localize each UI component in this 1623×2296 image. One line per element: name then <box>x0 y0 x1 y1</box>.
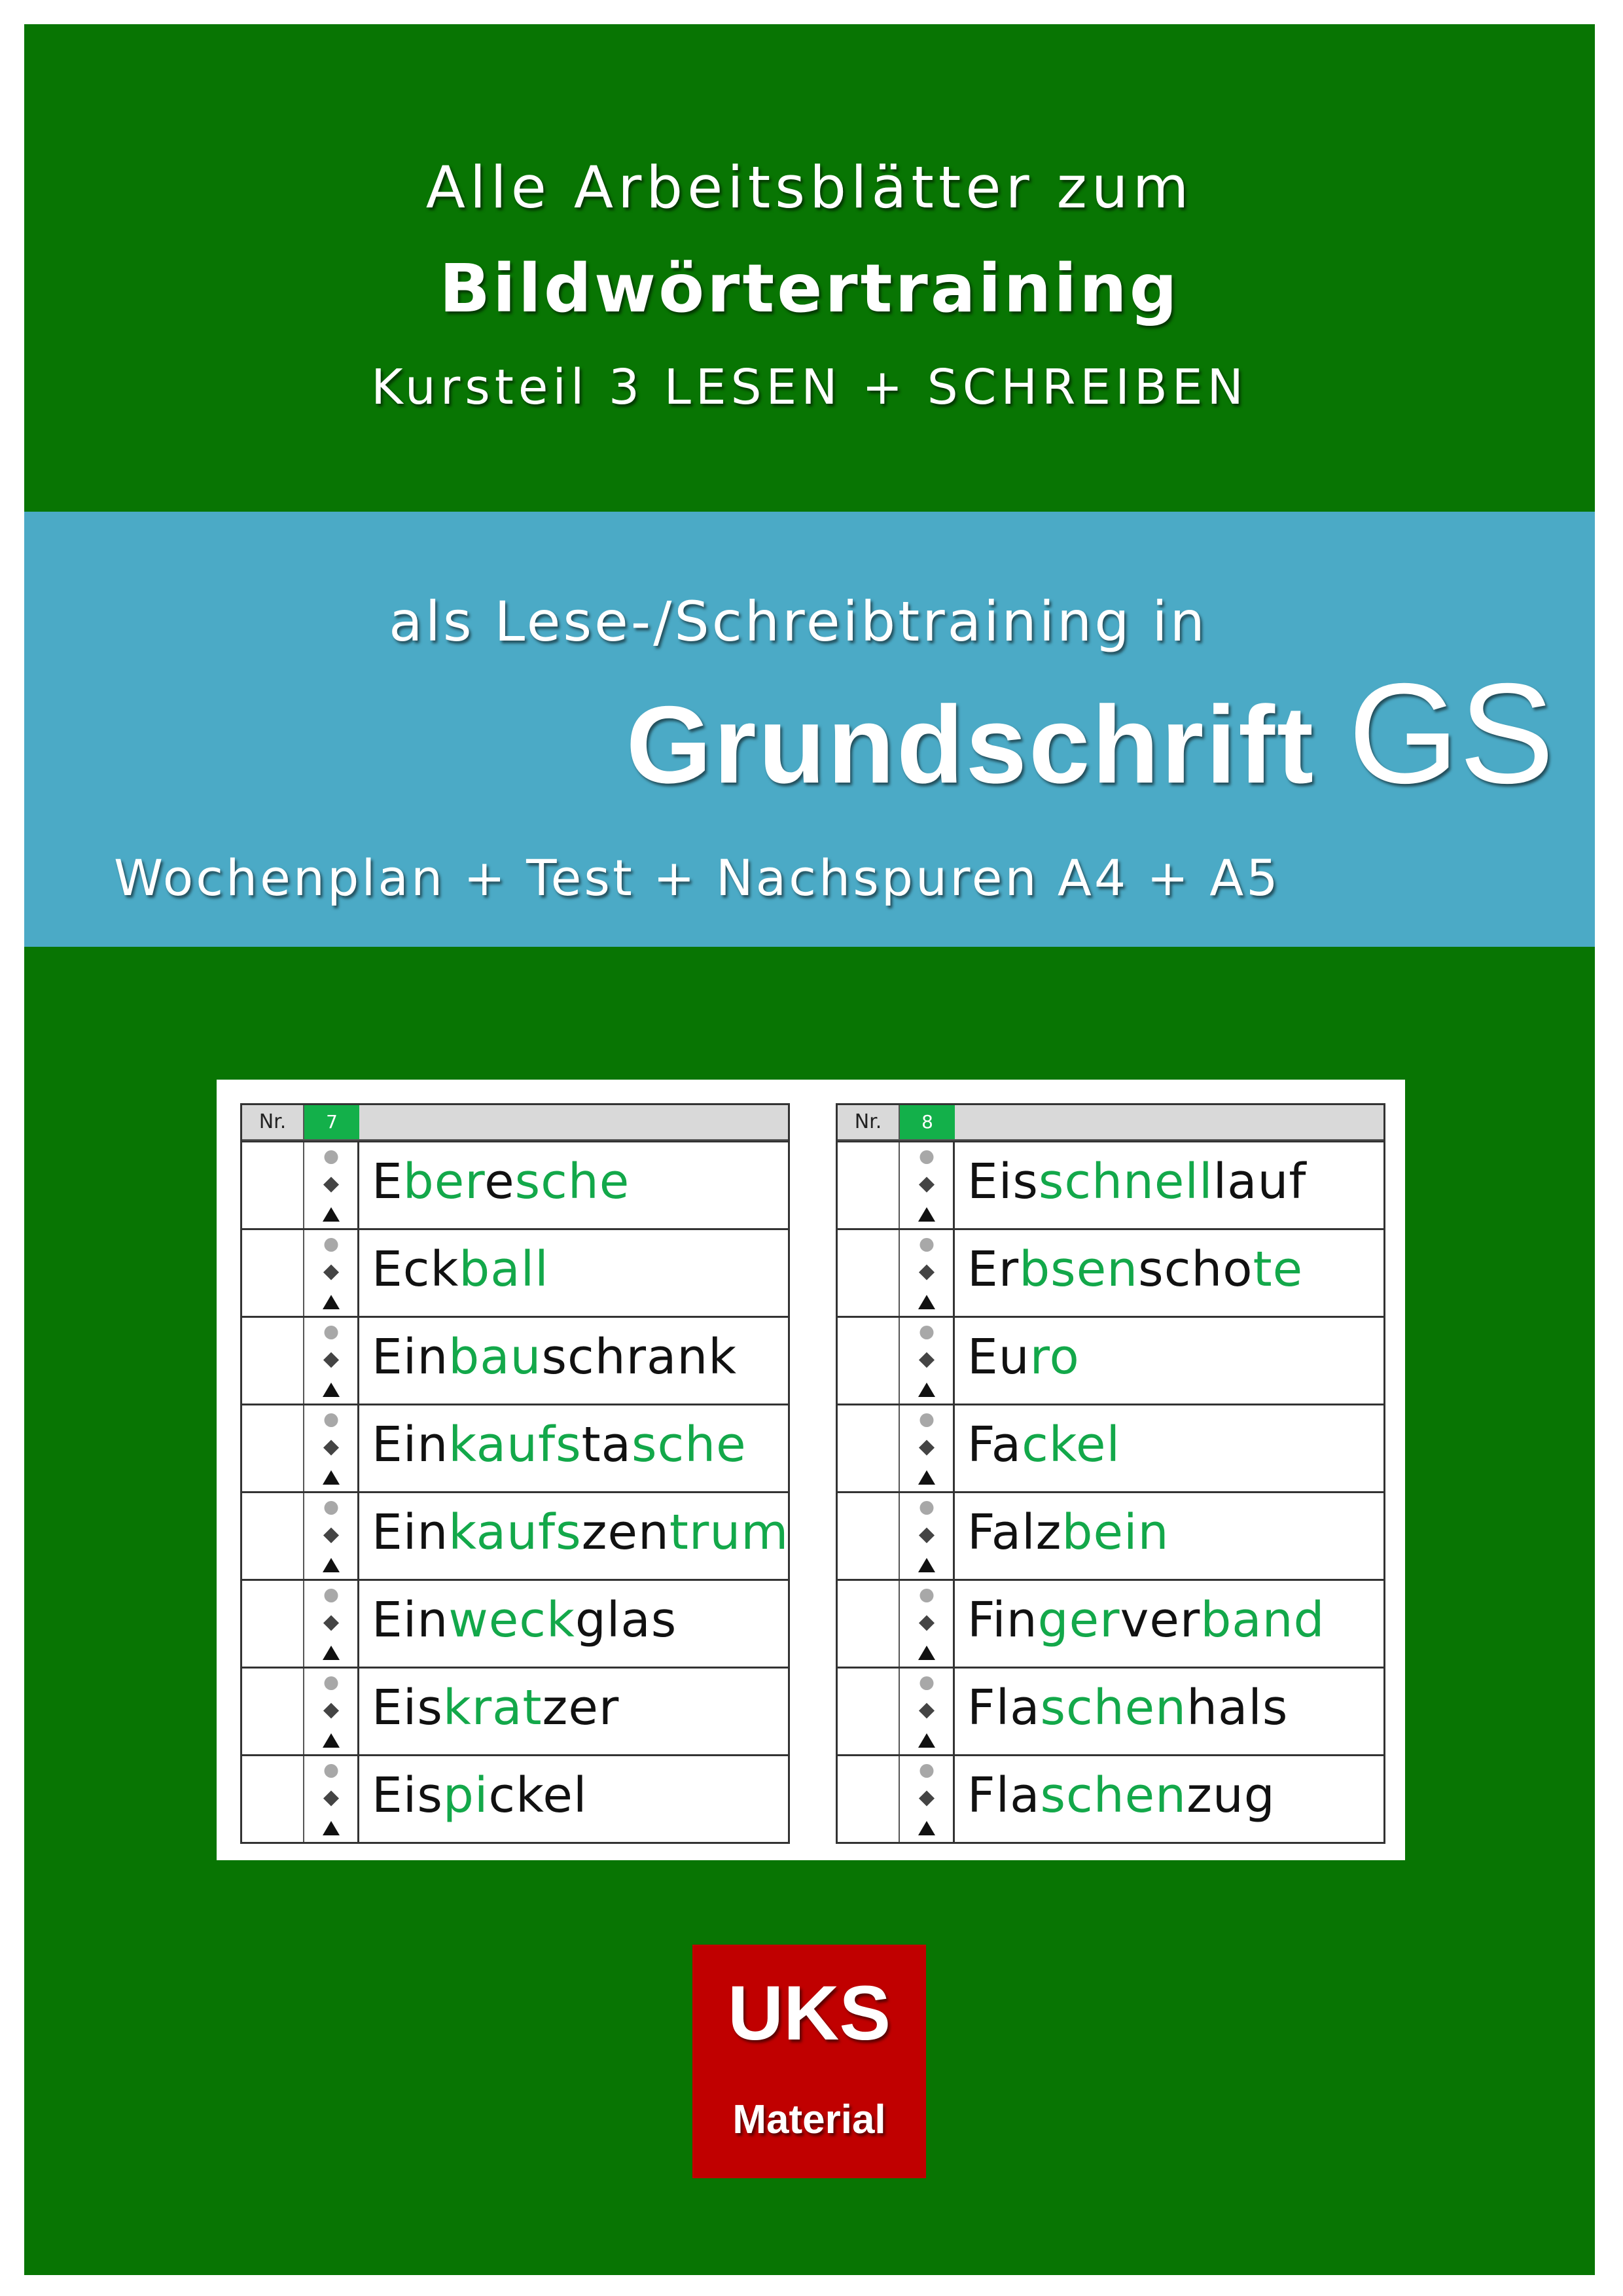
triangle-icon <box>918 1733 935 1748</box>
circle-icon <box>324 1501 338 1515</box>
symbol-cell <box>304 1581 359 1667</box>
list-number: 7 <box>304 1105 359 1139</box>
word <box>372 1237 549 1302</box>
word <box>967 1324 1080 1390</box>
word <box>967 1763 1275 1828</box>
triangle-icon <box>323 1383 340 1397</box>
word-row <box>838 1754 1383 1842</box>
syllable-highlight: trum <box>669 1504 789 1561</box>
header-course-part: Kursteil 3 LESEN + SCHREIBEN <box>371 359 1248 415</box>
symbol-cell <box>304 1493 359 1579</box>
diamond-icon <box>918 1703 934 1718</box>
word-row <box>242 1579 788 1667</box>
syllable: Fla <box>967 1680 1041 1736</box>
circle-icon <box>324 1150 338 1164</box>
word-list-7 <box>240 1103 790 1844</box>
syllable-highlight: weck <box>448 1592 575 1648</box>
symbol-cell <box>304 1142 359 1228</box>
logo-brand: UKS <box>727 1970 891 2057</box>
word-row <box>838 1228 1383 1316</box>
syllable: Eu <box>967 1329 1030 1385</box>
word-row <box>838 1667 1383 1754</box>
syllable: Ein <box>372 1504 449 1561</box>
circle-icon <box>324 1413 338 1427</box>
syllable: lauf <box>1213 1154 1307 1210</box>
nr-label: Nr. <box>242 1105 304 1139</box>
syllable-highlight: kaufs <box>448 1504 582 1561</box>
band-title-abbr: GS <box>1348 654 1554 813</box>
diamond-icon <box>918 1176 934 1192</box>
word <box>372 1412 747 1477</box>
syllable-highlight: ger <box>1037 1592 1120 1648</box>
syllable: Ein <box>372 1329 449 1385</box>
band-intro: als Lese-/Schreibtraining in <box>389 590 1207 654</box>
circle-icon <box>919 1676 933 1690</box>
syllable-highlight: te <box>1253 1241 1304 1298</box>
triangle-icon <box>323 1558 340 1572</box>
word-row <box>838 1404 1383 1491</box>
symbol-cell <box>304 1405 359 1491</box>
blank-cell <box>242 1756 304 1842</box>
syllable-highlight: bau <box>448 1329 542 1385</box>
syllable: e <box>484 1154 515 1210</box>
syllable: Fla <box>967 1767 1041 1824</box>
list-header <box>242 1105 788 1140</box>
diamond-icon <box>323 1439 338 1455</box>
word <box>372 1500 789 1565</box>
syllable: ver <box>1120 1592 1201 1648</box>
symbol-cell <box>900 1669 955 1754</box>
blank-cell <box>242 1318 304 1404</box>
syllable: schrank <box>541 1329 738 1385</box>
word <box>967 1500 1169 1565</box>
syllable: Ein <box>372 1417 449 1473</box>
word <box>967 1675 1288 1740</box>
symbol-cell <box>900 1493 955 1579</box>
symbol-cell <box>900 1230 955 1316</box>
triangle-icon <box>918 1207 935 1222</box>
syllable: Eck <box>372 1241 459 1298</box>
blank-cell <box>838 1493 900 1579</box>
circle-icon <box>324 1326 338 1339</box>
word <box>372 1675 619 1740</box>
syllable-highlight: krat <box>442 1680 543 1736</box>
syllable: zer <box>542 1680 620 1736</box>
diamond-icon <box>323 1790 338 1806</box>
list-header <box>838 1105 1383 1140</box>
header-title: Bildwörtertraining <box>439 250 1180 328</box>
word <box>967 1237 1303 1302</box>
triangle-icon <box>918 1821 935 1835</box>
word <box>372 1587 677 1653</box>
symbol-cell <box>304 1756 359 1842</box>
triangle-icon <box>323 1470 340 1485</box>
word-row <box>242 1140 788 1228</box>
word-row <box>242 1404 788 1491</box>
word-row <box>838 1140 1383 1228</box>
word <box>967 1587 1325 1653</box>
circle-icon <box>919 1326 933 1339</box>
symbol-cell <box>304 1669 359 1754</box>
diamond-icon <box>323 1703 338 1718</box>
syllable: E <box>372 1154 403 1210</box>
syllable: glas <box>575 1592 677 1648</box>
triangle-icon <box>323 1821 340 1835</box>
blank-cell <box>242 1405 304 1491</box>
diamond-icon <box>918 1352 934 1368</box>
circle-icon <box>324 1764 338 1778</box>
symbol-cell <box>900 1142 955 1228</box>
blank-cell <box>838 1756 900 1842</box>
blank-cell <box>242 1230 304 1316</box>
header-line-1: Alle Arbeitsblätter zum <box>425 154 1194 221</box>
word <box>372 1324 737 1390</box>
syllable: ckel <box>488 1767 588 1824</box>
syllable-highlight: pi <box>442 1767 489 1824</box>
syllable: Er <box>967 1241 1020 1298</box>
syllable: ta <box>581 1417 632 1473</box>
syllable: Falz <box>967 1504 1062 1561</box>
symbol-cell <box>304 1318 359 1404</box>
blank-cell <box>838 1230 900 1316</box>
diamond-icon <box>323 1176 338 1192</box>
blank-cell <box>838 1581 900 1667</box>
syllable-highlight: band <box>1200 1592 1325 1648</box>
diamond-icon <box>323 1352 338 1368</box>
diamond-icon <box>918 1264 934 1280</box>
circle-icon <box>919 1501 933 1515</box>
diamond-icon <box>918 1527 934 1543</box>
circle-icon <box>324 1676 338 1690</box>
word-row <box>838 1316 1383 1404</box>
word-row <box>838 1579 1383 1667</box>
band-title <box>626 654 1554 852</box>
diamond-icon <box>918 1790 934 1806</box>
worksheet-preview <box>217 1080 1405 1860</box>
triangle-icon <box>323 1207 340 1222</box>
syllable-highlight: schen <box>1040 1680 1187 1736</box>
circle-icon <box>919 1238 933 1252</box>
word-row <box>242 1316 788 1404</box>
syllable: scho <box>1138 1241 1253 1298</box>
word-row <box>242 1754 788 1842</box>
triangle-icon <box>918 1470 935 1485</box>
syllable-highlight: bsen <box>1019 1241 1139 1298</box>
syllable-highlight: sche <box>632 1417 747 1473</box>
circle-icon <box>919 1413 933 1427</box>
syllable: Eis <box>372 1767 443 1824</box>
band-title-word: Grundschrift <box>626 683 1316 806</box>
word-row <box>242 1228 788 1316</box>
word-row <box>242 1491 788 1579</box>
syllable: Eis <box>372 1680 443 1736</box>
logo-label: Material <box>732 2097 886 2142</box>
word-row <box>242 1667 788 1754</box>
blank-cell <box>838 1318 900 1404</box>
symbol-cell <box>900 1318 955 1404</box>
blank-cell <box>242 1142 304 1228</box>
band-subtitle: Wochenplan + Test + Nachspuren A4 + A5 <box>114 849 1281 907</box>
triangle-icon <box>323 1295 340 1309</box>
blank-cell <box>242 1669 304 1754</box>
circle-icon <box>324 1238 338 1252</box>
syllable-highlight: ro <box>1029 1329 1080 1385</box>
symbol-cell <box>900 1581 955 1667</box>
syllable-highlight: sche <box>514 1154 630 1210</box>
cover-background <box>24 24 1595 2275</box>
symbol-cell <box>900 1756 955 1842</box>
word-list-8 <box>836 1103 1385 1844</box>
diamond-icon <box>323 1527 338 1543</box>
syllable: hals <box>1186 1680 1289 1736</box>
word <box>372 1763 587 1828</box>
uks-logo <box>692 1945 926 2178</box>
circle-icon <box>919 1764 933 1778</box>
header-block <box>24 24 1595 512</box>
nr-label: Nr. <box>838 1105 900 1139</box>
syllable: zug <box>1186 1767 1275 1824</box>
triangle-icon <box>323 1646 340 1660</box>
list-number: 8 <box>900 1105 955 1139</box>
syllable-highlight: kaufs <box>448 1417 582 1473</box>
triangle-icon <box>918 1558 935 1572</box>
syllable: Ein <box>372 1592 449 1648</box>
syllable-highlight: ber <box>402 1154 485 1210</box>
blank-cell <box>838 1405 900 1491</box>
diamond-icon <box>918 1439 934 1455</box>
blank-cell <box>242 1581 304 1667</box>
syllable: Fin <box>967 1592 1038 1648</box>
word-row <box>838 1491 1383 1579</box>
syllable-highlight: schnell <box>1038 1154 1213 1210</box>
blank-cell <box>242 1493 304 1579</box>
circle-icon <box>324 1589 338 1602</box>
blank-cell <box>838 1669 900 1754</box>
diamond-icon <box>323 1615 338 1631</box>
circle-icon <box>919 1150 933 1164</box>
title-band <box>24 512 1595 947</box>
syllable-highlight: ball <box>459 1241 549 1298</box>
syllable: Fa <box>967 1417 1022 1473</box>
circle-icon <box>919 1589 933 1602</box>
syllable-highlight: ckel <box>1022 1417 1121 1473</box>
syllable-highlight: schen <box>1040 1767 1187 1824</box>
syllable-highlight: bein <box>1061 1504 1169 1561</box>
syllable: zen <box>581 1504 669 1561</box>
syllable: Eis <box>967 1154 1039 1210</box>
word <box>967 1149 1306 1214</box>
symbol-cell <box>304 1230 359 1316</box>
blank-cell <box>838 1142 900 1228</box>
diamond-icon <box>918 1615 934 1631</box>
triangle-icon <box>323 1733 340 1748</box>
triangle-icon <box>918 1295 935 1309</box>
triangle-icon <box>918 1383 935 1397</box>
word <box>967 1412 1120 1477</box>
diamond-icon <box>323 1264 338 1280</box>
triangle-icon <box>918 1646 935 1660</box>
word <box>372 1149 630 1214</box>
symbol-cell <box>900 1405 955 1491</box>
